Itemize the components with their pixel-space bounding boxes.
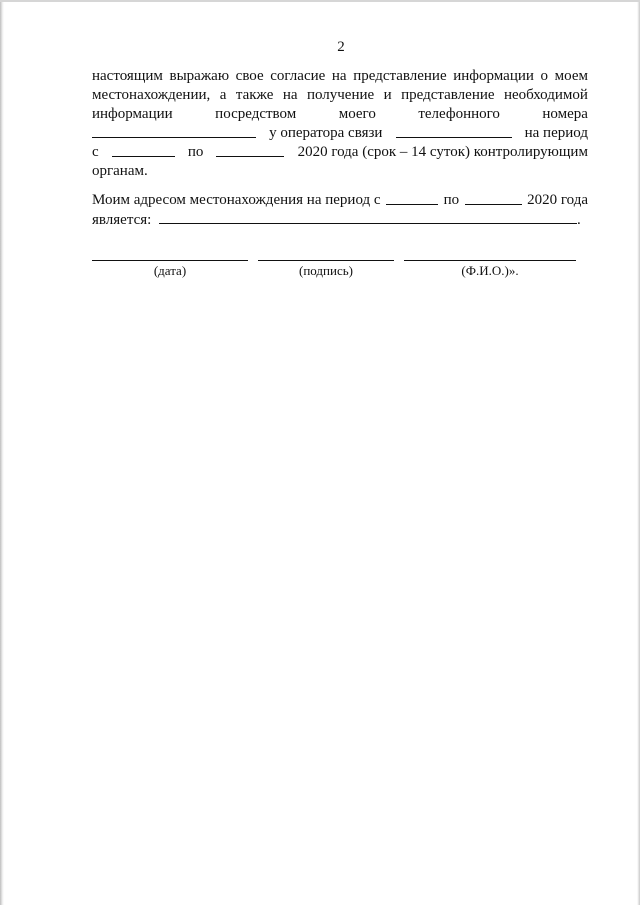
consent-line-2 [92, 86, 588, 105]
consent-line-1 [92, 67, 588, 86]
full-name-field[interactable] [404, 247, 576, 261]
word: о [540, 68, 549, 84]
name-column [404, 247, 576, 279]
address-period-to-field[interactable] [465, 191, 522, 205]
address-year-text: 2020 года [527, 192, 588, 208]
date-column [92, 247, 248, 279]
word: информации [92, 106, 173, 122]
address-is-label: является: [92, 212, 152, 228]
word: информации [453, 68, 534, 84]
consent-line-6 [92, 162, 588, 181]
address-line-1 [92, 191, 588, 210]
word: на [331, 68, 347, 84]
signature-row [92, 247, 576, 287]
word: моем [554, 68, 588, 84]
word: на [282, 87, 298, 103]
word: моего [338, 106, 376, 122]
word: номера [542, 106, 588, 122]
scan-edge-left [0, 0, 4, 905]
word: согласие [270, 68, 326, 84]
word: и [383, 87, 392, 103]
consent-paragraph [92, 67, 588, 181]
year-text: 2020 года (срок – 14 суток) контролирующим [297, 144, 588, 160]
word: а [219, 87, 227, 103]
date-field[interactable] [92, 247, 248, 261]
period-to-field[interactable] [216, 143, 284, 157]
operator-field[interactable] [396, 124, 512, 138]
full-name-caption: (Ф.И.О.)». [461, 263, 519, 278]
consent-line-3 [92, 105, 588, 124]
to-word: по [187, 144, 204, 160]
from-word: с [92, 144, 99, 160]
signature-column [258, 247, 394, 279]
address-period-from-field[interactable] [386, 191, 438, 205]
consent-line-4 [92, 124, 588, 143]
address-paragraph [92, 191, 588, 229]
address-prefix: Моим адресом местонахождения на период с [92, 192, 381, 208]
signature-field[interactable] [258, 247, 394, 261]
phone-number-field[interactable] [92, 124, 256, 138]
signature-caption: (подпись) [299, 263, 353, 278]
period-from-field[interactable] [112, 143, 175, 157]
word: выражаю [169, 68, 230, 84]
scan-edge-top [0, 0, 640, 2]
date-caption: (дата) [153, 263, 187, 278]
word: также [235, 87, 274, 103]
word: получение [306, 87, 375, 103]
operator-text: у оператора связи [269, 125, 383, 141]
address-line-2 [92, 210, 588, 229]
word: представление [353, 68, 447, 84]
word: телефонного [418, 106, 500, 122]
address-period-mark: . [577, 212, 581, 228]
word: местонахождении, [92, 87, 211, 103]
consent-line-5 [92, 143, 588, 162]
word: посредством [215, 106, 297, 122]
organs-text: органам. [92, 163, 148, 179]
address-field[interactable] [159, 210, 577, 224]
period-text: на период [524, 125, 588, 141]
word: представление [401, 87, 495, 103]
address-to-word: по [443, 192, 460, 208]
word: необходимой [504, 87, 588, 103]
word: свое [235, 68, 264, 84]
word: настоящим [92, 68, 163, 84]
page-number: 2 [337, 39, 345, 55]
